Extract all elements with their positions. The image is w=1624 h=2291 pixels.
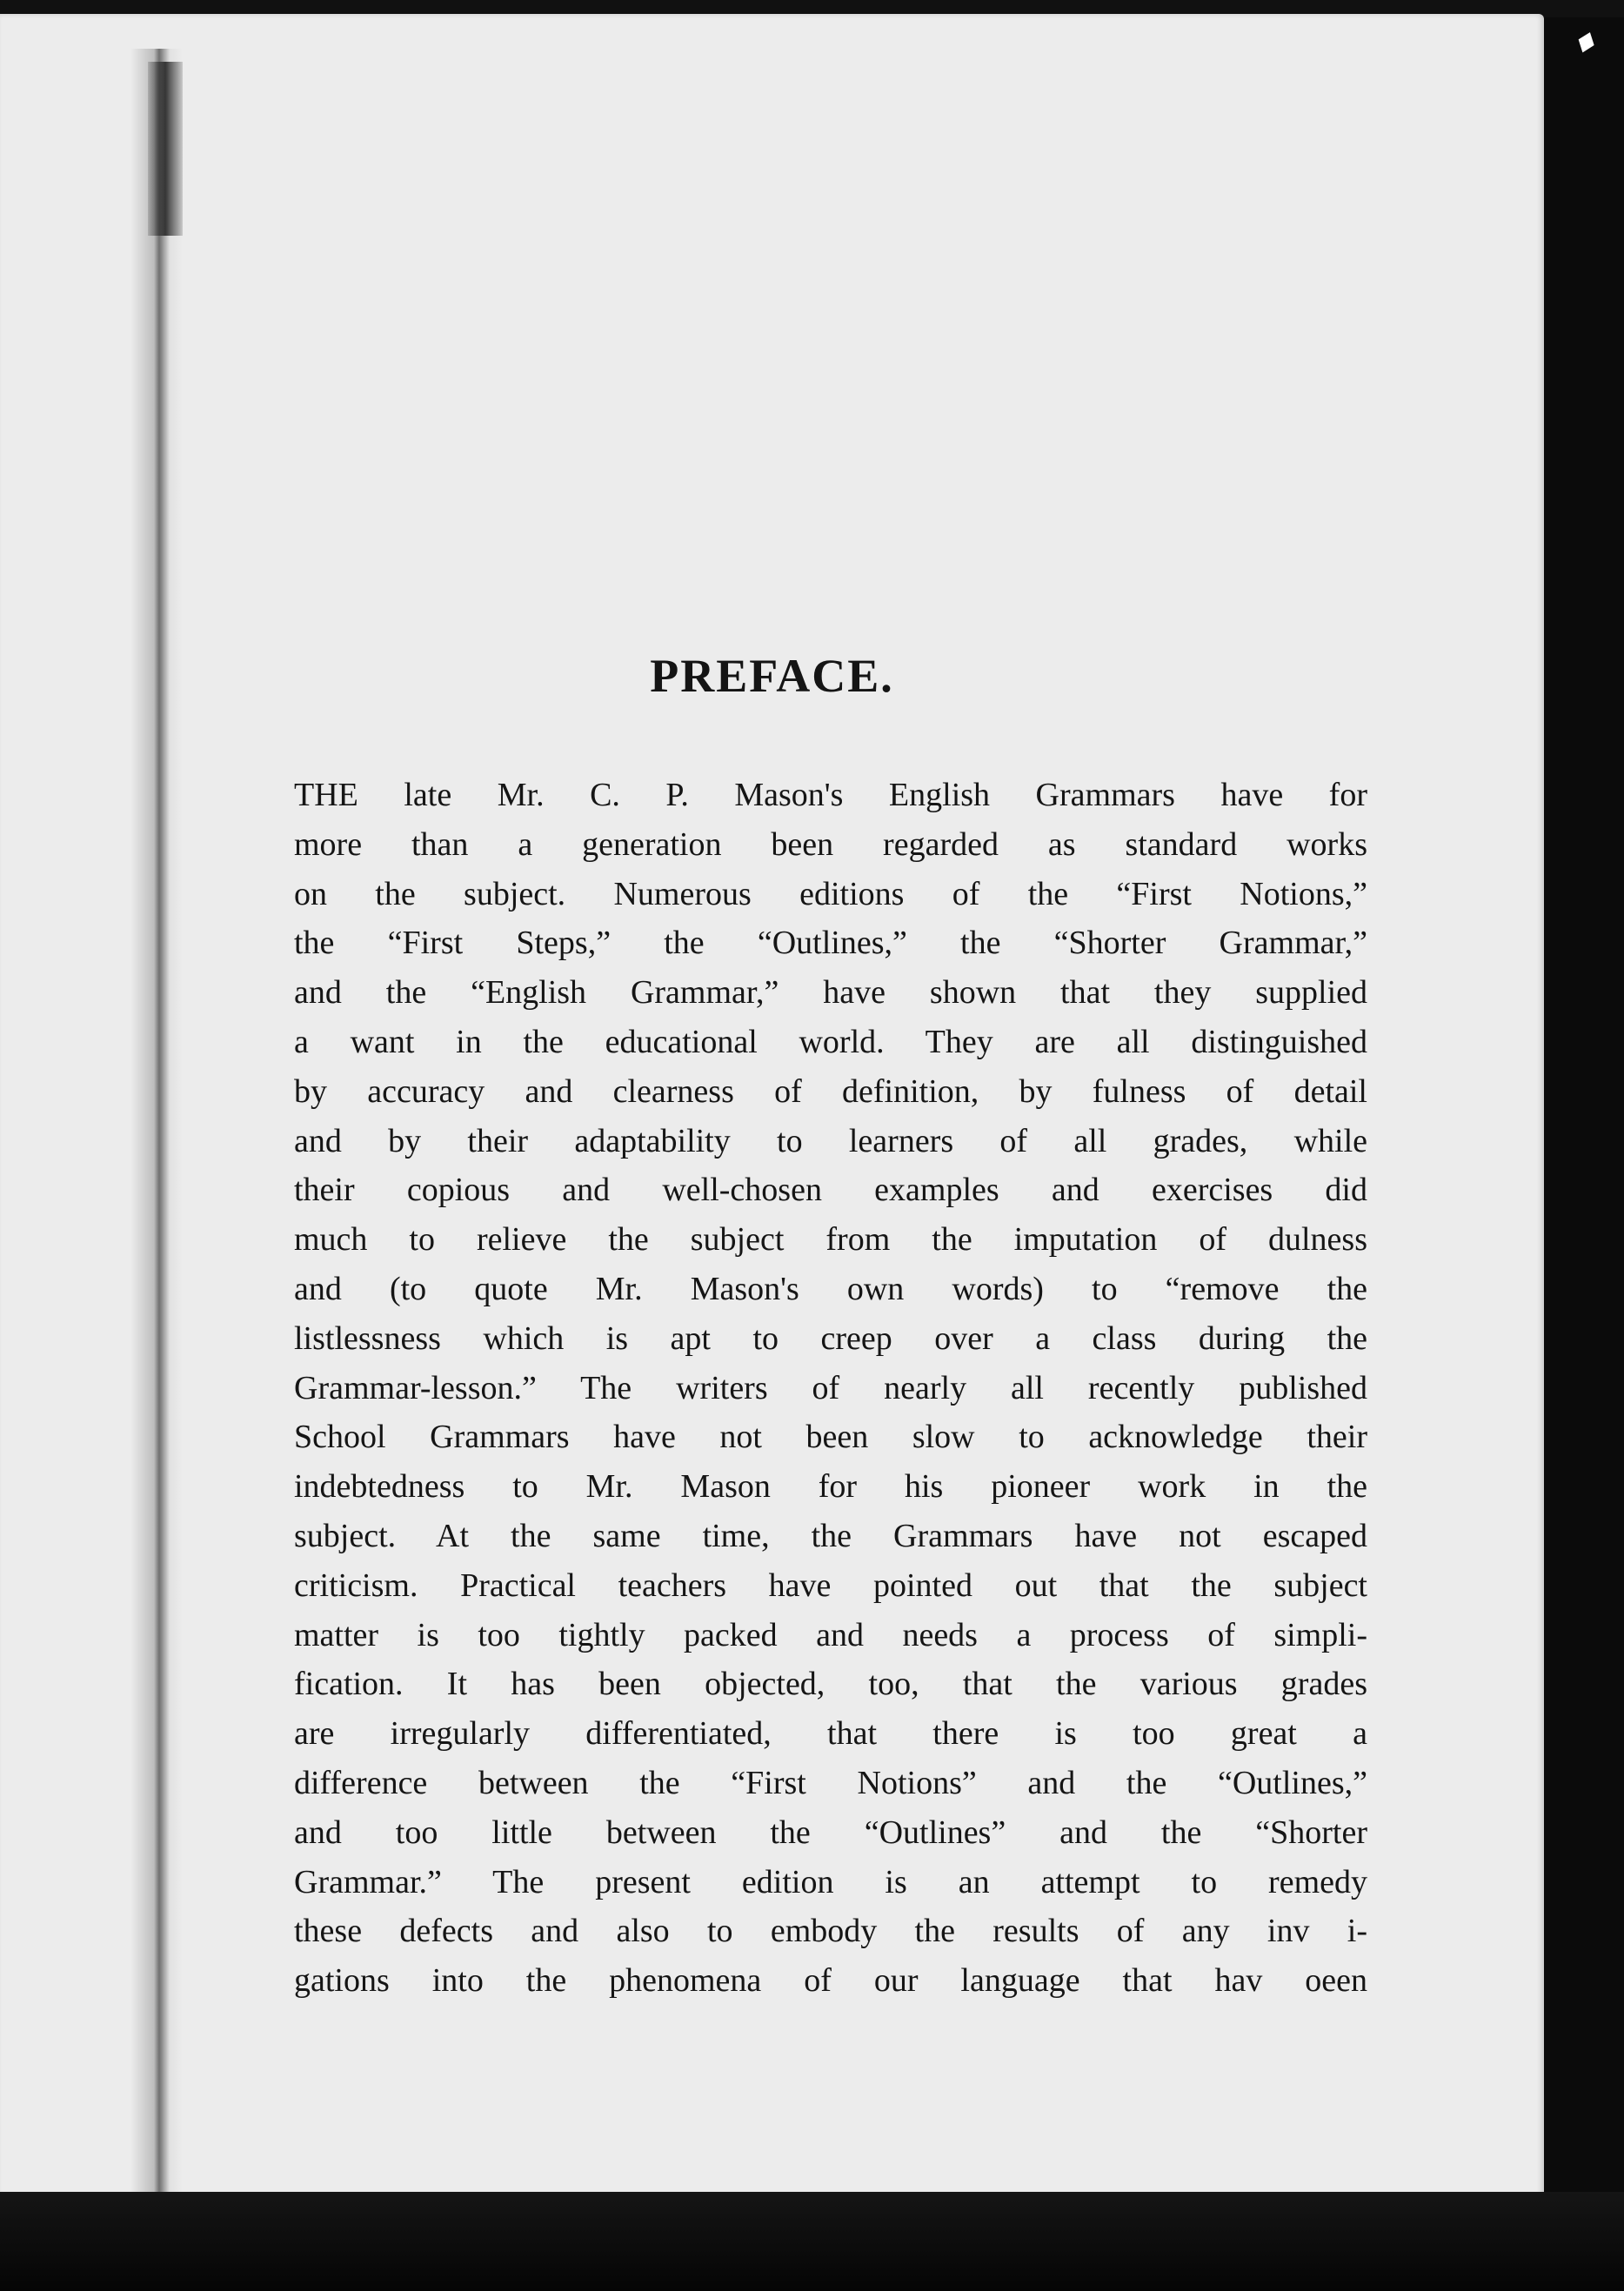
text-line: indebtedness to Mr. Mason for his pioneer work in the — [294, 1468, 1367, 1506]
text-line: criticism. Practical teachers have pointed out that the subject — [294, 1566, 1367, 1604]
text-line: Grammar-lesson.” The writers of nearly all recently published — [294, 1369, 1367, 1406]
text-line: a want in the educational world. They are all distinguished — [294, 1023, 1367, 1060]
text-line: School Grammars have not been slow to acknowledge their — [294, 1419, 1367, 1456]
text-line: and by their adaptability to learners of all grades, while — [294, 1122, 1367, 1159]
binding-shadow — [148, 62, 183, 236]
text-line: THE late Mr. C. P. Mason's English Grammars have for — [294, 777, 1367, 813]
text-line: gations into the phenomena of our language that hav oeen — [294, 1962, 1367, 2000]
text-line: are irregularly differentiated, that there is too great a — [294, 1715, 1367, 1753]
text-line: difference between the “First Notions” and the “Outlines,” — [294, 1764, 1367, 1801]
text-line: their copious and well-chosen examples and exercises did — [294, 1172, 1367, 1209]
book-page — [0, 14, 1544, 2197]
scan-bottom-edge — [0, 2192, 1624, 2291]
text-line: much to relieve the subject from the imputation of dulness — [294, 1221, 1367, 1259]
text-line: by accuracy and clearness of definition, by fulness of detail — [294, 1072, 1367, 1110]
page-title: PREFACE. — [650, 650, 894, 702]
binding-gutter — [130, 49, 183, 2223]
text-line: Grammar.” The present edition is an attempt to remedy — [294, 1863, 1367, 1900]
text-line: and too little between the “Outlines” and the “Shorter — [294, 1813, 1367, 1851]
text-line: these defects and also to embody the results of any inv i- — [294, 1913, 1367, 1950]
text-line: and (to quote Mr. Mason's own words) to “remove the — [294, 1270, 1367, 1307]
preface-body — [294, 771, 1367, 2006]
text-line: subject. At the same time, the Grammars have not escaped — [294, 1517, 1367, 1554]
text-line: and the “English Grammar,” have shown that they supplied — [294, 974, 1367, 1012]
text-line: more than a generation been regarded as standard works — [294, 825, 1367, 863]
text-line: listlessness which is apt to creep over a class during the — [294, 1319, 1367, 1357]
corner-mark-icon: ♦ — [1567, 22, 1605, 65]
text-line: the “First Steps,” the “Outlines,” the “Shorter Grammar,” — [294, 925, 1367, 962]
text-line: matter is too tightly packed and needs a process of simpli- — [294, 1616, 1367, 1653]
text-line: on the subject. Numerous editions of the “First Notions,” — [294, 875, 1367, 912]
text-line: fication. It has been objected, too, that the various grades — [294, 1666, 1367, 1703]
